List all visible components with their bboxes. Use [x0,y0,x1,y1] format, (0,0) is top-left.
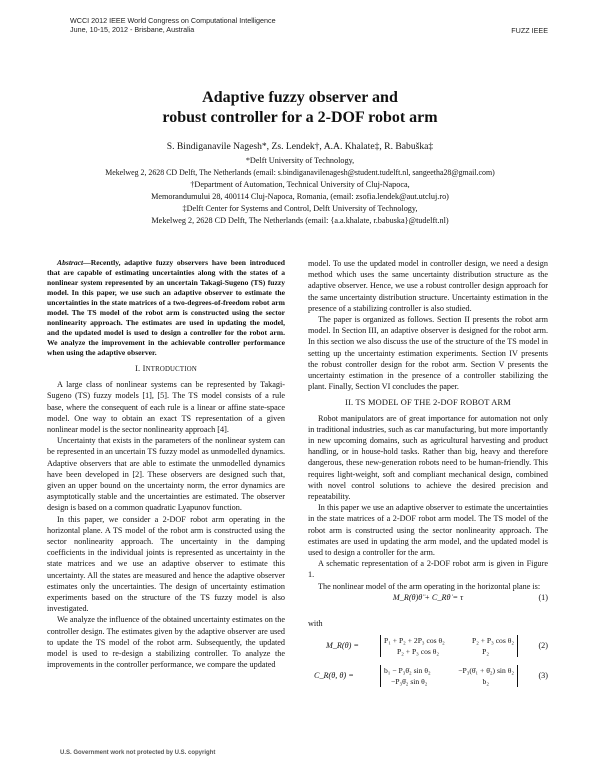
paragraph: In this paper, we consider a 2-DOF robot arm operating in the horizontal plane. A TS model of the robot arm is constructed using the sector nonlinearity approach. The uncertainty in the damping coefficients in the individual joints is represented as uncertainty in the state matrices and we use an adaptive observer to estimate this uncertainty. All the states are measured and hence the adaptive observer estimates only the uncertainties. The design of uncertainty estimation experiments based on the structure of the TS fuzzy model is also investigated. [47,514,285,614]
left-column [47,258,285,670]
section-title: NTRODUCTION [145,366,197,373]
author-list: S. Bindiganavile Nagesh*, Zs. Lendek†, A.A. Khalate‡, R. Babuška‡ [166,141,434,152]
matrix-cell: P₂ + P₃ cos θ₂ [471,636,514,646]
equation-lhs: C_R(θ, θ̇) = [314,671,354,681]
paragraph: model. To use the updated model in controller design, we need a design method which uses the same uncertainty distribution structure as the adaptive observer. Hence, we use a robust controller design approach for the same uncertainty distribution structure. Uncertainty estimation in the presence of a stabilizing controller is also studied. [308,259,548,313]
affiliation-line: Mekelweg 2, 2628 CD Delft, The Netherlands (email: {a.a.khalate, r.babuska}@tudelft.nl) [151,216,449,225]
title-line-1: Adaptive fuzzy observer and [202,89,398,106]
equation-1 [308,592,548,612]
matrix-cell: P₂ [482,647,489,657]
equation-number: (3) [538,671,548,681]
affiliation-line: †Department of Automation, Technical University of Cluj-Napoca, [190,180,410,189]
track-label: FUZZ IEEE [511,26,548,35]
affiliation-line: Memorandumului 28, 400114 Cluj-Napoca, Romania, (email: zsofia.lendek@aut.utcluj.ro) [151,192,449,201]
paragraph: In this paper we use an adaptive observer to estimate the uncertainties in the state matrices of a 2-DOF robot arm model. The TS model of the robot arm is constructed using the sector nonlinearity approach. The estimates are used in updating the arm model, and the updated model is used to design a controller for the arm. [308,503,548,558]
copyright-footer: U.S. Government work not protected by U.S. copyright [60,750,216,756]
matrix-cell: −P₃(θ̇₁ + θ̇₂) sin θ₂ [458,666,514,676]
matrix [380,665,518,687]
equation-2 [308,633,548,659]
section-number: I. I [135,364,146,373]
conference-name: WCCI 2012 IEEE World Congress on Computational Intelligence [70,16,276,25]
equation-number: (2) [538,641,548,651]
abstract [47,258,285,358]
paragraph: We analyze the influence of the obtained uncertainty estimates on the controller design. The estimates given by the adaptive observer are used to update the TS model of the robot arm. Subsequently, the updated model is used to re-design a stabilizing controller. To analyze the improvements in the controller performance, we compare the updated [47,615,285,670]
equation-3 [308,663,548,689]
conference-header [70,16,276,34]
paragraph: Uncertainty that exists in the parameters of the nonlinear system can be represented in an uncertain TS fuzzy model as unmodelled dynamics. Adaptive observers that are able to estimate the unmodelled dynamics have been developed in [2]. These observers are designed such that, given an upper bound on the uncertainty norm, the error dynamics are asymptotically stable and the uncertainties are estimated. The observer design is based on a common quadratic Lyapunov function. [47,436,285,513]
paragraph: A schematic representation of a 2-DOF robot arm is given in Figure 1. [308,559,548,580]
abstract-label: Abstract [57,258,84,267]
matrix [380,635,518,657]
abstract-text: —Recently, adaptive fuzzy observers have been introduced that are capable of estimating uncertainties along with the states of a nonlinear system represented by an uncertain Takagi-Sugeno (TS) fuzzy model. In this paper, we use such an adaptive observer to estimate the uncertainties in the state matrices of a two-degrees-of-freedom robot arm model. The TS model of the robot arm is constructed using the sector nonlinearity approach. The estimates are used in updating the model, and the updated model is used to design a controller for the robot arm. We analyze the improvement in the achievable controller performance when using the adaptive observer. [47,258,285,357]
affiliation-line: *Delft University of Technology, [245,156,355,165]
conference-dates: June, 10-15, 2012 - Brisbane, Australia [70,25,195,34]
matrix-cell: b₂ [482,677,489,687]
matrix-cell: P₂ + P₃ cos θ₂ [397,647,440,657]
affiliation-line: ‡Delft Center for Systems and Control, Delft University of Technology, [182,204,418,213]
matrix-cell: P₁ + P₂ + 2P₃ cos θ₂ [384,636,445,646]
paragraph: The nonlinear model of the arm operating in the horizontal plane is: [318,581,541,591]
section-heading-ts-model: II. TS MODEL OF THE 2-DOF ROBOT ARM [345,398,511,408]
affiliations [0,155,600,227]
section-heading-introduction [47,363,285,375]
paragraph: The paper is organized as follows. Section II presents the robot arm model. In Section III, an adaptive observer is designed for the robot arm. In this section we also discuss the use of the structure of the TS model in setting up the uncertainty estimation experiments. Section IV presents the robust controller design for the robot arm. Section V presents the uncertainty estimation in the presence of a controller stabilizing the plant. Finally, Section VI concludes the paper. [308,315,548,392]
affiliation-line: Mekelweg 2, 2628 CD Delft, The Netherlands (email: s.bindiganavilenagesh@student.tudelft.nl, sangeetha28@gmail.com) [105,168,495,177]
equation-body: M_R(θ)θ̈ + C_Rθ̇ = τ [392,592,464,602]
right-column [308,258,548,693]
matrix-cell: −P₃θ̇₂ sin θ₂ [391,677,428,687]
paper-title [0,88,600,128]
matrix-cell: b₁ − P₃θ̇₂ sin θ₂ [384,666,431,676]
paragraph: A large class of nonlinear systems can be represented by Takagi-Sugeno (TS) fuzzy models [1], [5]. The TS model consists of a rule base, where the consequent of each rule is a linear or affine state-space model. One way to obtain an exact TS representation of a given nonlinear model is the sector nonlinearity approach [4]. [47,380,285,435]
paragraph: Robot manipulators are of great importance for automation not only in traditional industries, such as car manufacturing, but more importantly in new upcoming domains, such as agricultural harvesting and product handling, or in house-hold tasks. Rather than big, heavy and therefore dangerous, these new-generation robots need to be human-friendly. This requires light-weight, soft and compliant mechanical design, combined with novel control solutions to achieve the desired precision and repeatability. [308,413,548,502]
with-label: with [308,618,323,628]
title-line-2: robust controller for a 2-DOF robot arm [162,109,438,126]
equation-number: (1) [538,592,548,602]
equation-lhs: M_R(θ) = [326,641,359,651]
